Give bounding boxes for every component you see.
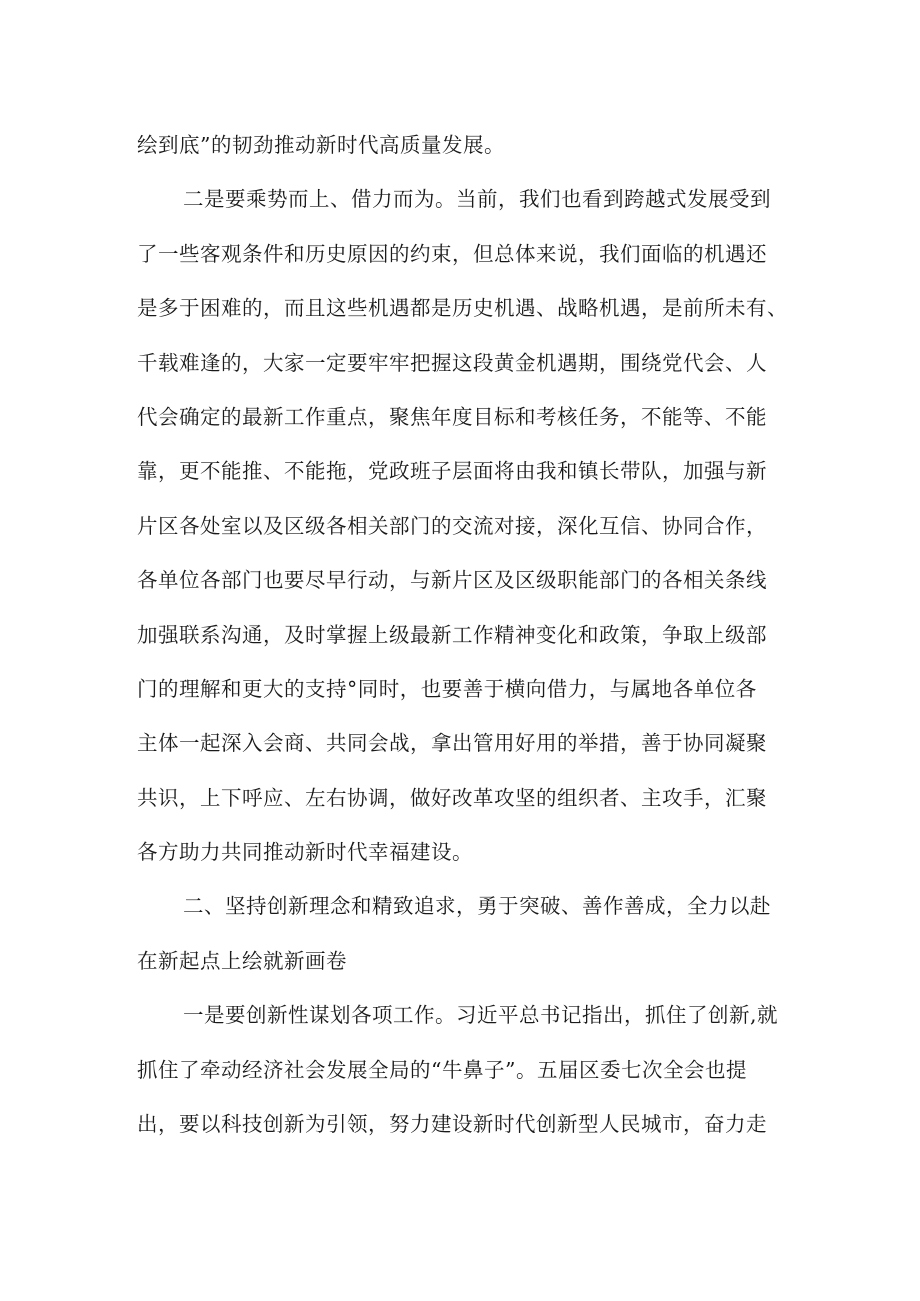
- text-line: 加强联系沟通，及时掌握上级最新工作精神变化和政策，争取上级部: [137, 622, 767, 647]
- text-line: 门的理解和更大的支持°同时，也要善于横向借力，与属地各单位各: [137, 676, 757, 701]
- text-line: 主体一起深入会商、共同会战，拿出管用好用的举措，善于协同凝聚: [137, 731, 767, 756]
- text-line: 各单位各部门也要尽早行动，与新片区及区级职能部门的各相关条线: [137, 568, 767, 593]
- text-line: 各方助力共同推动新时代幸福建设。: [137, 840, 473, 865]
- text-line: 绘到底”的韧劲推动新时代高质量发展。: [137, 133, 505, 157]
- text-line: 二是要乘势而上、借力而为。当前，我们也看到跨越式发展受到: [183, 187, 771, 212]
- text-line: 了一些客观条件和历史原因的约束，但总体来说，我们面临的机遇还: [137, 241, 767, 266]
- text-line: 共识，上下呼应、左右协调，做好改革攻坚的组织者、主攻手，汇聚: [137, 785, 767, 810]
- section-heading-line: 在新起点上绘就新画卷: [137, 948, 347, 973]
- text-line: 是多于困难的，而且这些机遇都是历史机遇、战略机遇，是前所未有、: [137, 296, 788, 321]
- text-line: 代会确定的最新工作重点，聚焦年度目标和考核任务，不能等、不能: [137, 404, 767, 429]
- text-line: 出，要以科技创新为引领，努力建设新时代创新型人民城市，奋力走: [137, 1112, 767, 1137]
- document-body: [137, 118, 817, 1151]
- text-line: 千载难逢的，大家一定要牢牢把握这段黄金机遇期，围绕党代会、人: [137, 350, 767, 375]
- text-line: 片区各处室以及区级各相关部门的交流对接，深化互信、协同合作，: [137, 513, 767, 538]
- text-line: 抓住了牵动经济社会发展全局的“牛鼻子”。五届区委七次全会也提: [137, 1057, 747, 1082]
- text-line: 一是要创新性谋划各项工作。习近平总书记指出，抓住了创新,就: [183, 1003, 779, 1028]
- text-line: 靠，更不能推、不能拖，党政班子层面将由我和镇长带队，加强与新: [137, 459, 767, 484]
- section-heading-line: 二、坚持创新理念和精致追求，勇于突破、善作善成，全力以赴: [183, 894, 771, 919]
